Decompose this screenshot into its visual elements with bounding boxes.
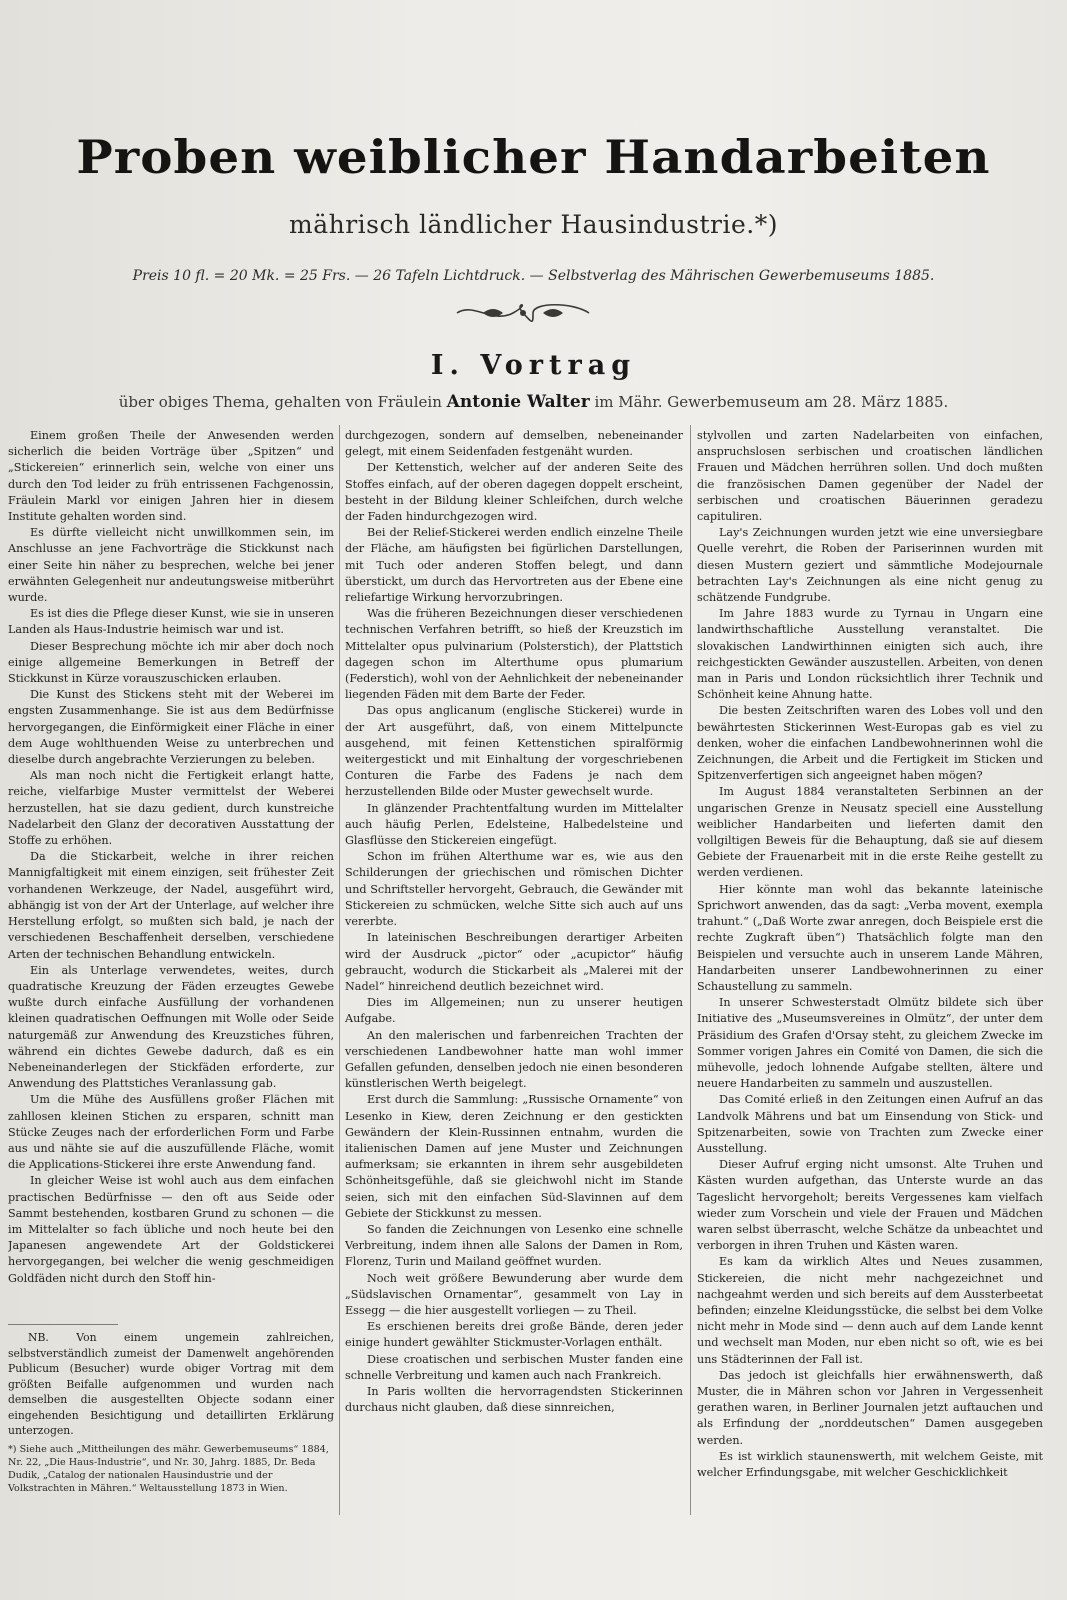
text-column-2 xyxy=(345,428,683,1528)
lecture-sub-before: über obiges Thema, gehalten von Fräulein xyxy=(118,393,442,411)
footnote-divider xyxy=(8,1324,118,1325)
nb-paragraph: NB. Von einem ungemein zahlreichen, selbstverständlich zumeist der Damenwelt angehörenden Publicum (Besucher) wurde obiger Vortrag mit dem größten Beifalle aufgenommen und wurden nach demselben die ausgestellten Objecte sodann einer eingehenden Besichtigung und detaillirten Erklärung unterzogen. xyxy=(8,1331,334,1437)
paragraph: Ein als Unterlage verwendetes, weites, durch quadratische Kreuzung der Fäden erzeugtes Gewebe wußte durch einfache Ausfüllung der vorhandenen kleinen quadratischen Oeffnungen mit Wolle oder Seide naturgemäß zur Anwendung des Kreuzstiches führen, während ein dichtes Gewebe dadurch, daß es ein Nebeneinanderlegen der Stickfäden erforderte, zur Anwendung des Plattstiches Veranlassung gab. xyxy=(8,963,334,1091)
paragraph: Hier könnte man wohl das bekannte lateinische Sprichwort anwenden, das da sagt: „Verba movent, exempla trahunt.“ („Daß Worte zwar anregen, doch Beispiele erst die rechte Zugkraft üben“) Thatsächlich folgte man den Beispielen und versuchte auch in unserem Lande Mähren, Handarbeiten unserer Landbewohnerinnen zu einer Schaustellung zu sammeln. xyxy=(697,882,1043,993)
ornament-divider-icon xyxy=(453,300,593,326)
nb-note xyxy=(8,1330,334,1439)
paragraph: Um die Mühe des Ausfüllens großer Flächen mit zahllosen kleinen Stichen zu ersparen, schnitt man Stücke Zeuges nach der erforderlichen Form und Farbe aus und nähte sie auf die auszufüllende Fläche, womit die Applications-Stickerei ihre erste Anwendung fand. xyxy=(8,1093,334,1172)
paragraph: Es erschienen bereits drei große Bände, deren jeder einige hundert gewählter Stickmuster-Vorlagen enthält. xyxy=(345,1320,683,1350)
paragraph: Einem großen Theile der Anwesenden werden sicherlich die beiden Vorträge über „Spitzen“ und „Stickereien“ erinnerlich sein, welche von einer uns durch den Tod leider zu früh entrissenen Fachgenossin, Fräulein Markl vor einigen Jahren hier in diesem Institute gehalten worden sind. xyxy=(8,429,334,524)
paragraph: Noch weit größere Bewunderung aber wurde dem „Südslavischen Ornamentar“, gesammelt von Lay in Essegg — die hier ausgestellt vorliegen — zu Theil. xyxy=(345,1271,683,1317)
paragraph: stylvollen und zarten Nadelarbeiten von einfachen, anspruchslosen serbischen und croatischen ländlichen Frauen und Mädchen herrühren sollen. Und doch mußten die französischen Damen gegenüber der Nadel der serbischen und croatischen Bäuerinnen geradezu capituliren. xyxy=(697,429,1043,524)
paragraph: In lateinischen Beschreibungen derartiger Arbeiten wird der Ausdruck „pictor“ oder „acupictor“ häufig gebraucht, wodurch die Stickarbeit als „Malerei mit der Nadel“ hinreichend deutlich bezeichnet wird. xyxy=(345,931,683,993)
paragraph: Da die Stickarbeit, welche in ihrer reichen Mannigfaltigkeit mit einem einzigen, seit frühester Zeit vorhandenen Werkzeuge, der Nadel, ausgeführt wird, abhängig ist von der Art der Unterlage, auf welcher ihre Herstellung erfolgt, so mußten sich bald, je nach der verschiedenen Beschaffenheit derselben, verschiedene Arten der technischen Behandlung entwickeln. xyxy=(8,850,334,961)
paragraph: Im August 1884 veranstalteten Serbinnen an der ungarischen Grenze in Neusatz speciell eine Ausstellung weiblicher Handarbeiten und lieferten damit den vollgiltigen Beweis für die Behauptung, daß sie auf diesem Gebiete der Frauenarbeit mit in die erste Reihe gestellt zu werden verdienen. xyxy=(697,785,1043,880)
paragraph: Bei der Relief-Stickerei werden endlich einzelne Theile der Fläche, am häufigsten bei figürlichen Darstellungen, mit Tuch oder anderen Stoffen belegt, und dann überstickt, um durch das Hervortreten aus der Ebene eine reliefartige Wirkung hervorzubringen. xyxy=(345,526,683,605)
lecture-heading: I. Vortrag xyxy=(430,350,637,381)
lecture-subheading xyxy=(0,392,1067,412)
paragraph: Erst durch die Sammlung: „Russische Ornamente“ von Lesenko in Kiew, deren Zeichnung er den gestickten Gewändern der Klein-Russinnen entnahm, wurden die italienischen Damen auf jene Muster und Zeichnungen aufmerksam; sie erkannten in ihrem sehr ausgebildeten Schönheitsgefühle, daß sie gleichwohl nicht im Stande seien, sich mit den einfachen Süd-Slavinnen auf dem Gebiete der Stickkunst zu messen. xyxy=(345,1093,683,1220)
column-divider xyxy=(690,425,691,1515)
paragraph: Im Jahre 1883 wurde zu Tyrnau in Ungarn eine landwirthschaftliche Ausstellung veranstaltet. Die slovakischen Landwirthinnen einigten sich auch, ihre reichgestickten Gewänder auszustellen. Arbeiten, von denen man in Paris und London rücksichtlich ihrer Technik und Schönheit keine Ahnung hatte. xyxy=(697,607,1043,702)
speaker-name: Antonie Walter xyxy=(446,392,590,412)
paragraph: durchgezogen, sondern auf demselben, nebeneinander gelegt, mit einem Seidenfaden festgenäht wurden. xyxy=(345,429,683,459)
paragraph: In gleicher Weise ist wohl auch aus dem einfachen practischen Bedürfnisse — den oft aus Seide oder Sammt bestehenden, kostbaren Grund zu schonen — die im Mittelalter so fach übliche und noch heute bei den Japanesen angewendete Art der Goldstickerei hervorgegangen, bei welcher die wenig geschmeidigen Goldfäden nicht durch den Stoff hin- xyxy=(8,1174,334,1285)
paragraph: An den malerischen und farbenreichen Trachten der verschiedenen Landbewohner hatte man wohl immer Gefallen gefunden, denselben jedoch nie einen besonderen künstlerischen Werth beigelegt. xyxy=(345,1028,683,1091)
paragraph: Die besten Zeitschriften waren des Lobes voll und den bewährtesten Stickerinnen West-Europas gab es viel zu denken, woher die einfachen Landbewohnerinnen wohl die Zeichnungen, die Arbeit und die Fertigkeit im Sticken und Spitzenverfertigen sich angeeignet haben mögen? xyxy=(697,704,1043,783)
paragraph: Diese croatischen und serbischen Muster fanden eine schnelle Verbreitung und kamen auch nach Frankreich. xyxy=(345,1352,683,1382)
paragraph: Es kam da wirklich Altes und Neues zusammen, Stickereien, die nicht mehr nachgezeichnet und nachgeahmt werden und sich bereits auf dem Aussterbeetat befinden; einzelne Kleidungsstücke, die selbst bei dem Volke nicht mehr in Mode sind — denn auch auf dem Lande kennt und wechselt man Moden, nur eben nicht so oft, wie es bei uns Städterinnen der Fall ist. xyxy=(697,1255,1043,1366)
text-column-3 xyxy=(697,428,1043,1528)
paragraph: In glänzender Prachtentfaltung wurden im Mittelalter auch häufig Perlen, Edelsteine, Halbedelsteine und Glasflüsse den Stickereien eingefügt. xyxy=(345,801,683,848)
paragraph: Der Kettenstich, welcher auf der anderen Seite des Stoffes einfach, auf der oberen dagegen doppelt erscheint, besteht in der Bildung kleiner Schleifchen, durch welche der Faden hindurchgezogen wird. xyxy=(345,461,683,524)
page-title: Proben weiblicher Handarbeiten xyxy=(76,130,991,184)
paragraph: Was die früheren Bezeichnungen dieser verschiedenen technischen Verfahren betrifft, so hieß der Kreuzstich im Mittelalter opus pulvinarium (Polsterstich), der Plattstich dagegen schon im Alterthume opus plumarium (Federstich), wohl von der Aehnlichkeit der nebeneinander liegenden Fäden mit dem Barte der Feder. xyxy=(345,607,683,702)
paragraph: Das jedoch ist gleichfalls hier erwähnenswerth, daß Muster, die in Mähren schon vor Jahren in Vergessenheit gerathen waren, in Berliner Journalen jetzt auftauchen und als Erfindung der „norddeutschen“ Damen ausgegeben werden. xyxy=(697,1368,1043,1447)
lecture-sub-after: im Mähr. Gewerbemuseum am 28. März 1885. xyxy=(594,393,949,411)
footnote: *) Siehe auch „Mittheilungen des mähr. Gewerbemuseums“ 1884, Nr. 22, „Die Haus-Industrie“, und Nr. 30, Jahrg. 1885, Dr. Beda Dudik, „Catalog der nationalen Hausindustrie und der Volkstrachten in Mähren.“ Weltausstellung 1873 in Wien. xyxy=(8,1444,329,1494)
paragraph: Lay's Zeichnungen wurden jetzt wie eine unversiegbare Quelle verehrt, die Roben der Pariserinnen wurden mit diesen Mustern geziert und sämmtliche Modejournale betrachten Lay's Zeichnungen als eine nicht genug zu schätzende Fundgrube. xyxy=(697,526,1043,605)
column-divider xyxy=(339,425,340,1515)
paragraph: In Paris wollten die hervorragendsten Stickerinnen durchaus nicht glauben, daß diese sinnreichen, xyxy=(345,1384,683,1415)
page-subtitle: mährisch ländlicher Hausindustrie.*) xyxy=(289,210,778,239)
paragraph: Es ist wirklich staunenswerth, mit welchem Geiste, mit welcher Erfindungsgabe, mit welcher Geschicklichkeit xyxy=(697,1449,1043,1479)
paragraph: Schon im frühen Alterthume war es, wie aus den Schilderungen der griechischen und römischen Dichter und Schriftsteller hervorgeht, Gebrauch, die Gewänder mit Stickereien zu schmücken, welche Sitte sich auch auf uns vererbte. xyxy=(345,850,683,929)
paragraph: Dies im Allgemeinen; nun zu unserer heutigen Aufgabe. xyxy=(345,996,683,1026)
paragraph: So fanden die Zeichnungen von Lesenko eine schnelle Verbreitung, indem ihnen alle Salons der Damen in Rom, Florenz, Turin und Mailand geöffnet wurden. xyxy=(345,1222,683,1269)
paragraph: Es ist dies die Pflege dieser Kunst, wie sie in unseren Landen als Haus-Industrie heimisch war und ist. xyxy=(8,607,334,637)
paragraph: Dieser Aufruf erging nicht umsonst. Alte Truhen und Kästen wurden aufgethan, das Unterste wurde an das Tageslicht hervorgeholt; bereits Vergessenes kam vielfach wieder zum Vorschein und viele der Frauen und Mädchen waren selbst überrascht, welche Schätze da unbeachtet und verborgen in ihren Truhen und Kästen waren. xyxy=(697,1158,1043,1253)
paragraph: Dieser Besprechung möchte ich mir aber doch noch einige allgemeine Bemerkungen in Betreff der Stickkunst in Kürze vorauszuschicken erlauben. xyxy=(8,639,334,686)
text-column-1 xyxy=(8,428,334,1308)
paragraph: Als man noch nicht die Fertigkeit erlangt hatte, reiche, vielfarbige Muster vermittelst der Weberei herzustellen, hat sie dazu gedient, durch kunstreiche Nadelarbeit den Glanz der decorativen Ausstattung der Stoffe zu erhöhen. xyxy=(8,769,334,848)
price-line: Preis 10 fl. = 20 Mk. = 25 Frs. — 26 Tafeln Lichtdruck. — Selbstverlag des Mährischen Gewerbemuseums 1885. xyxy=(132,268,935,284)
paragraph: In unserer Schwesterstadt Olmütz bildete sich über Initiative des „Museumsvereines in Olmütz“, der unter dem Präsidium des Grafen d'Orsay steht, zu gleichem Zwecke im Sommer vorigen Jahres ein Comité von Damen, die sich die mühevolle, jedoch lohnende Aufgabe stellten, ältere und neuere Handarbeiten zu sammeln und auszustellen. xyxy=(697,996,1043,1091)
paragraph: Das opus anglicanum (englische Stickerei) wurde in der Art ausgeführt, daß, von einem Mittelpuncte ausgehend, mit feinen Kettenstichen spiralförmig weitergestickt und mit Einhaltung der vorgeschriebenen Conturen die Farbe des Fadens je nach dem herzustellenden Bilde oder Muster gewechselt wurde. xyxy=(345,704,683,799)
paragraph: Die Kunst des Stickens steht mit der Weberei im engsten Zusammenhange. Sie ist aus dem Bedürfnisse hervorgegangen, die Einförmigkeit einer Fläche in einer dem Auge wohlthuenden Weise zu unterbrechen und dieselbe durch angebrachte Verzierungen zu beleben. xyxy=(8,688,334,767)
paragraph: Es dürfte vielleicht nicht unwillkommen sein, im Anschlusse an jene Fachvorträge die Stickkunst nach einer Seite hin näher zu besprechen, welche bei jener erwähnten Gelegenheit nur andeutungsweise mitberührt wurde. xyxy=(8,526,334,605)
paragraph: Das Comité erließ in den Zeitungen einen Aufruf an das Landvolk Mährens und bat um Einsendung von Stick- und Spitzenarbeiten, sowie von Trachten zum Zwecke einer Ausstellung. xyxy=(697,1093,1043,1155)
